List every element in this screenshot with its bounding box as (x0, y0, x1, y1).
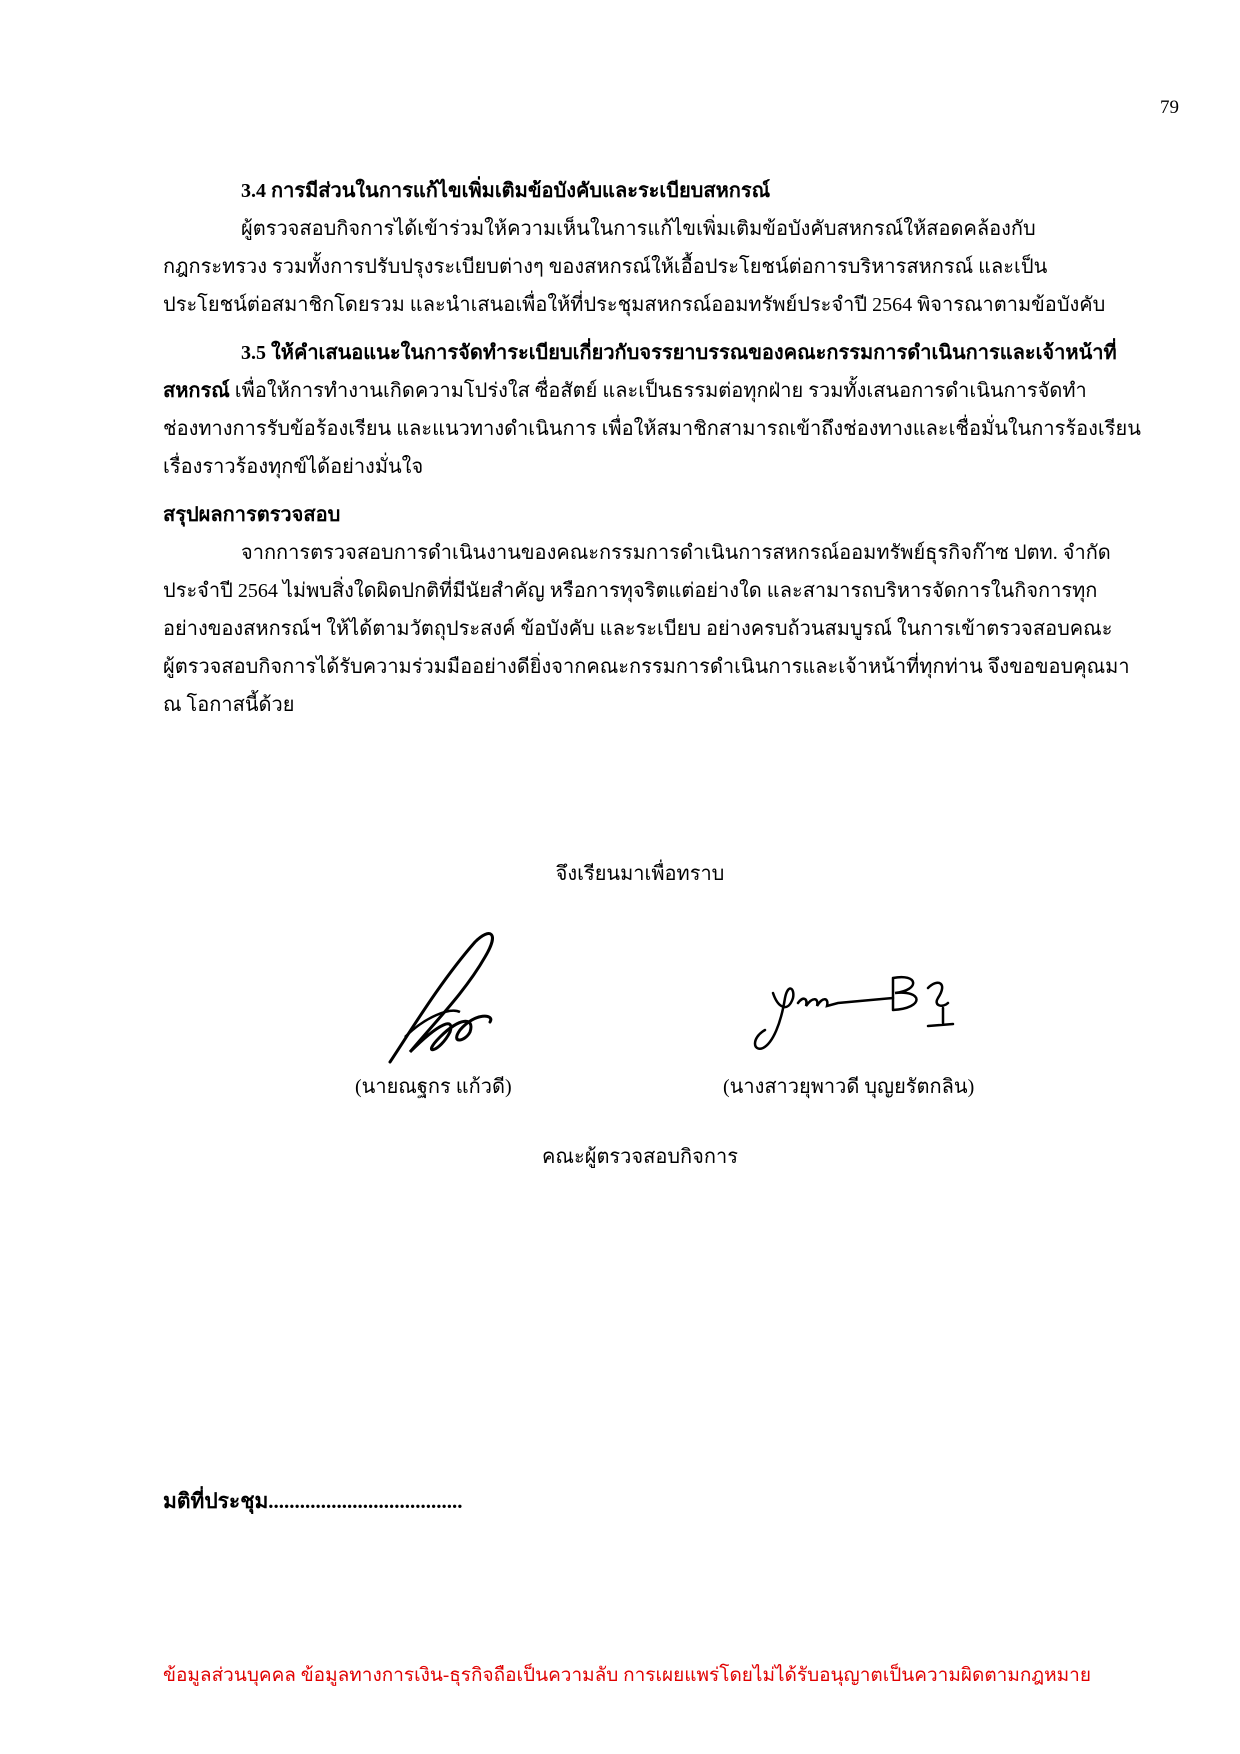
summary-line-2: ประจำปี 2564 ไม่พบสิ่งใดผิดปกติที่มีนัยสำคัญ หรือการทุจริตแต่อย่างใด และสามารถบริหารจัดการในกิจการทุก (163, 580, 1098, 602)
section-3-4-line-1: ผู้ตรวจสอบกิจการได้เข้าร่วมให้ความเห็นในการแก้ไขเพิ่มเติมข้อบังคับสหกรณ์ให้สอดคล้องกับ (241, 218, 1036, 240)
meeting-resolution: มติที่ประชุม..................................... (163, 1489, 463, 1513)
signatory-left-name: (นายณฐกร แก้วดี) (355, 1076, 512, 1098)
section-3-5-heading-cont: สหกรณ์ (163, 380, 230, 402)
handwritten-signature-left (380, 922, 510, 1072)
summary-line-5: ณ โอกาสนี้ด้วย (163, 694, 295, 716)
section-3-5-line-3: ช่องทางการรับข้อร้องเรียน และแนวทางดำเนินการ เพื่อให้สมาชิกสามารถเข้าถึงช่องทางและเชื่อมั่นในการร้องเรียน (163, 418, 1141, 440)
summary-heading: สรุปผลการตรวจสอบ (163, 504, 341, 526)
signatory-right-name: (นางสาวยุพาวดี บุญยรัตกลิน) (723, 1076, 975, 1098)
document-body (163, 172, 1177, 734)
confidentiality-notice: ข้อมูลส่วนบุคคล ข้อมูลทางการเงิน-ธุรกิจถือเป็นความลับ การเผยแพร่โดยไม่ได้รับอนุญาตเป็นความผิดตามกฎหมาย (163, 1665, 1091, 1686)
signature-left (355, 1070, 512, 1102)
summary-line-4: ผู้ตรวจสอบกิจการได้รับความร่วมมืออย่างดียิ่งจากคณะกรรมการดำเนินการและเจ้าหน้าที่ทุกท่าน จึงขอขอบคุณมา (163, 656, 1130, 678)
section-3-5-line-2-text: เพื่อให้การทำงานเกิดความโปร่งใส ซื่อสัตย์ และเป็นธรรมต่อทุกฝ่าย รวมทั้งเสนอการดำเนินการจัดทำ (229, 380, 1087, 402)
closing-text: จึงเรียนมาเพื่อทราบ (555, 863, 725, 885)
section-3-4-line-3: ประโยชน์ต่อสมาชิกโดยรวม และนำเสนอเพื่อให้ที่ประชุมสหกรณ์ออมทรัพย์ประจำปี 2564 พิจารณาตามข้อบังคับ (163, 294, 1106, 316)
section-3-5 (163, 334, 1177, 486)
section-3-4 (163, 172, 1177, 324)
committee-title: คณะผู้ตรวจสอบกิจการ (542, 1146, 738, 1168)
page-number: 79 (1160, 97, 1179, 118)
section-3-5-line-4: เรื่องราวร้องทุกข์ได้อย่างมั่นใจ (163, 456, 424, 478)
handwritten-signature-right (743, 948, 973, 1058)
section-3-4-heading: 3.4 การมีส่วนในการแก้ไขเพิ่มเติมข้อบังคับและระเบียบสหกรณ์ (241, 180, 771, 202)
summary-line-3: อย่างของสหกรณ์ฯ ให้ได้ตามวัตถุประสงค์ ข้อบังคับ และระเบียบ อย่างครบถ้วนสมบูรณ์ ในการเข้าตรวจสอบคณะ (163, 618, 1113, 640)
section-3-4-line-2: กฎกระทรวง รวมทั้งการปรับปรุงระเบียบต่างๆ ของสหกรณ์ให้เอื้อประโยชน์ต่อการบริหารสหกรณ์ และเป็น (163, 256, 1048, 278)
section-3-5-heading: 3.5 ให้คำเสนอแนะในการจัดทำระเบียบเกี่ยวกับจรรยาบรรณของคณะกรรมการดำเนินการและเจ้าหน้าที่ (241, 342, 1117, 364)
summary-line-1: จากการตรวจสอบการดำเนินงานของคณะกรรมการดำเนินการสหกรณ์ออมทรัพย์ธุรกิจก๊าซ ปตท. จำกัด (241, 542, 1111, 564)
section-3-5-line-2 (163, 372, 1177, 410)
signature-right (723, 1070, 974, 1102)
summary-section (163, 496, 1177, 724)
